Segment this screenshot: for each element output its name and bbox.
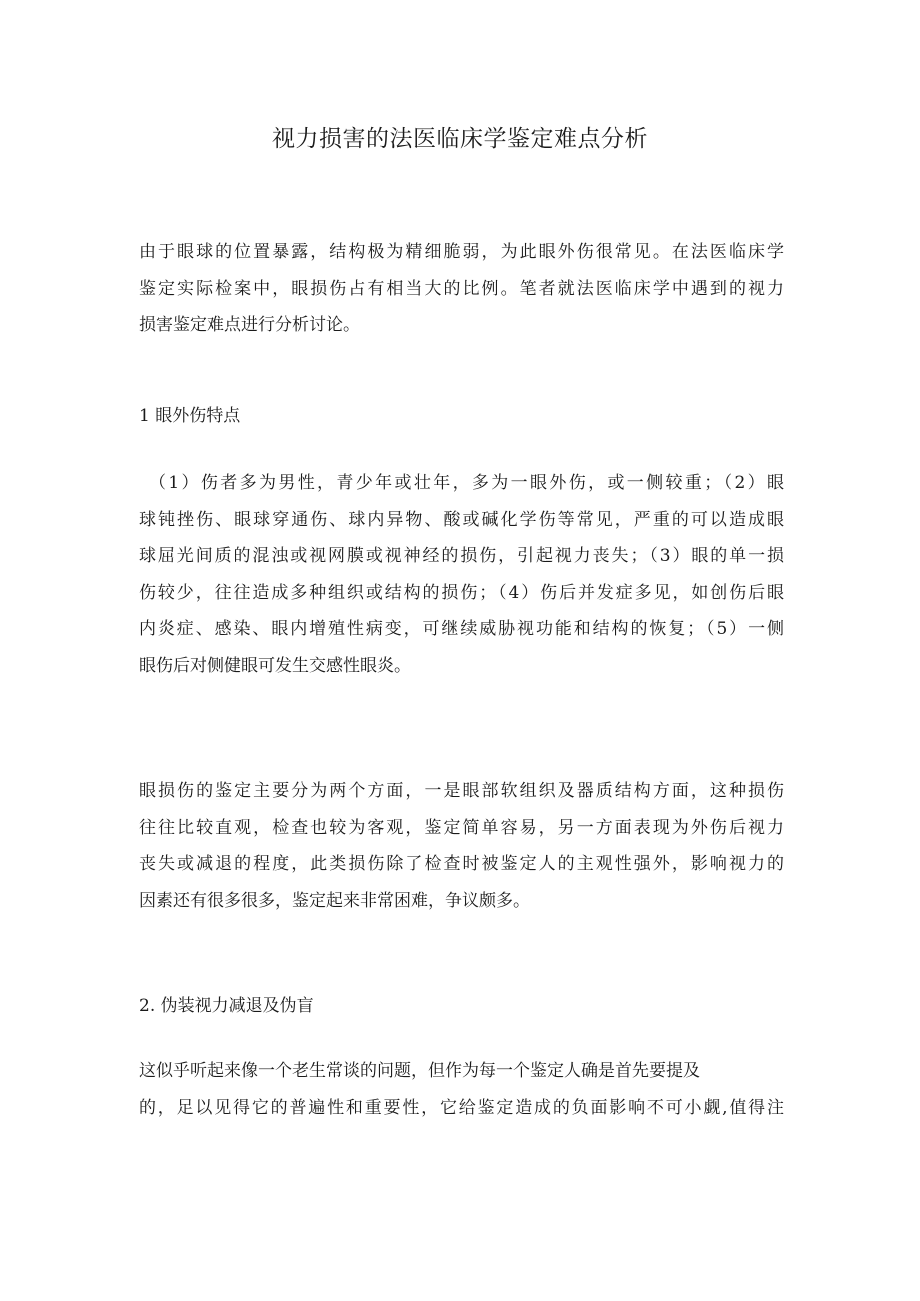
paragraph-intro [139,234,784,344]
paragraph-line: 丧失或减退的程度，此类损伤除了检查时被鉴定人的主观性强外，影响视力的 [139,854,784,874]
paragraph-eye-injury-features [139,465,784,684]
paragraph-line: 眼伤后对侧健眼可发生交感性眼炎。 [139,655,411,676]
paragraph-line: 这似乎听起来像一个老生常谈的问题，但作为每一个鉴定人确是首先要提及 [139,1061,700,1081]
paragraph-line: 球屈光间质的混浊或视网膜或视神经的损伤，引起视力丧失；（3）眼的单一损 [139,546,784,566]
paragraph-line: （1）伤者多为男性，青少年或壮年，多为一眼外伤，或一侧较重；（2）眼 [149,473,784,493]
document-title: 视力损害的法医临床学鉴定难点分析 [272,126,648,152]
paragraph-malingering [139,1053,784,1126]
paragraph-line: 的，足以见得它的普遍性和重要性，它给鉴定造成的负面影响不可小觑,值得注 [139,1097,784,1118]
paragraph-line: 损害鉴定难点进行分析讨论。 [139,315,360,335]
paragraph-line: 因素还有很多很多，鉴定起来非常困难，争议颇多。 [139,890,530,911]
section-heading-2: 2. 伪装视力减退及伪盲 [139,996,314,1016]
paragraph-line: 内炎症、感染、眼内增殖性病变，可继续威胁视功能和结构的恢复；（5）一侧 [139,619,784,639]
paragraph-line: 往往比较直观，检查也较为客观，鉴定简单容易，另一方面表现为外伤后视力 [139,817,784,838]
paragraph-line: 鉴定实际检案中，眼损伤占有相当大的比例。笔者就法医临床学中遇到的视力 [139,278,784,299]
section-heading-1: 1 眼外伤特点 [139,406,241,426]
paragraph-line: 由于眼球的位置暴露，结构极为精细脆弱，为此眼外伤很常见。在法医临床学 [139,242,784,262]
paragraph-line: 伤较少，往往造成多种组织或结构的损伤；（4）伤后并发症多见，如创伤后眼 [139,582,784,603]
paragraph-line: 眼损伤的鉴定主要分为两个方面，一是眼部软组织及器质结构方面，这种损伤 [139,781,784,801]
paragraph-assessment-aspects [139,773,784,919]
paragraph-line: 球钝挫伤、眼球穿通伤、球内异物、酸或碱化学伤等常见，严重的可以造成眼 [139,509,784,530]
